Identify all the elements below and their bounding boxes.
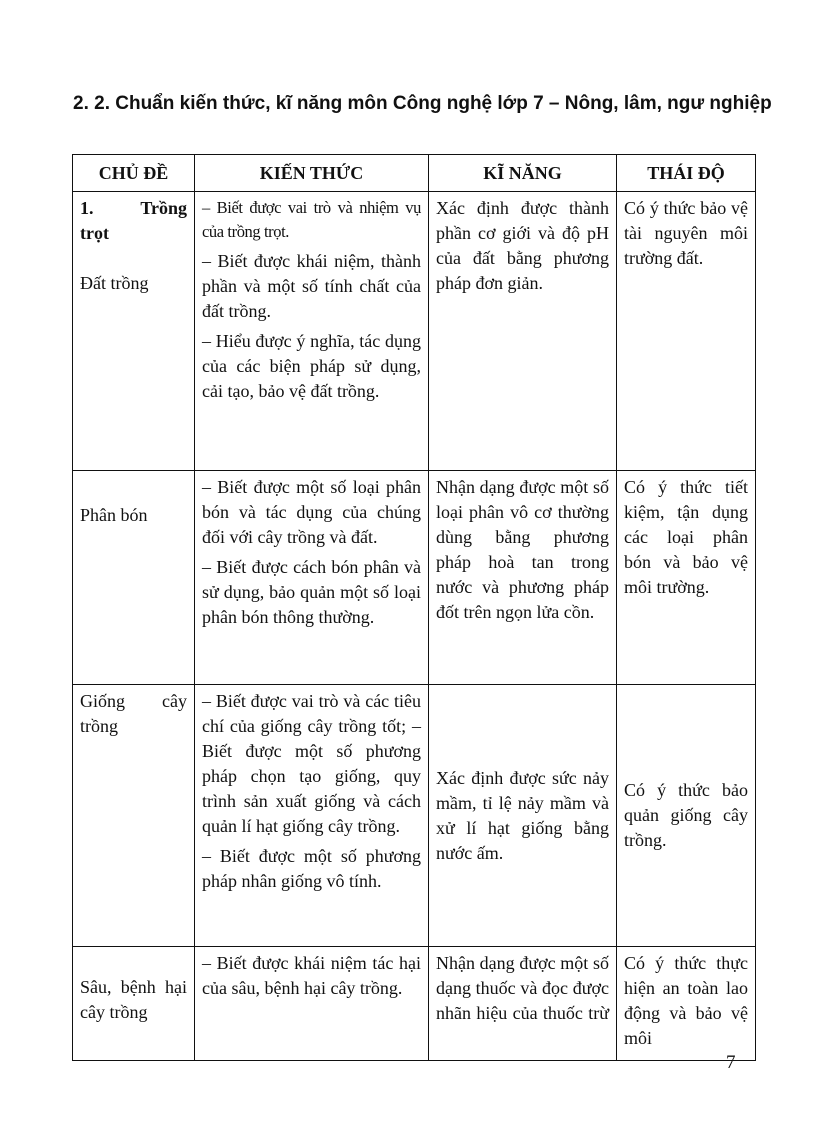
topic-cell [73, 947, 195, 1061]
topic-label: Phân bón [80, 505, 148, 525]
topic-main-label: 1. Trồng [80, 198, 187, 218]
table-row [73, 192, 756, 471]
skill-cell [429, 685, 617, 947]
knowledge-item: – Biết được khái niệm, thành phần và một số tính chất của đất trồng. [202, 251, 421, 321]
topic-label: Sâu, bệnh hại cây trồng [80, 977, 187, 1022]
header-attitude: THÁI ĐỘ [617, 155, 756, 192]
skill-text: Nhận dạng được một số dạng thuốc và đọc được nhãn hiệu của thuốc trừ [436, 953, 609, 1023]
knowledge-item: – Hiểu được ý nghĩa, tác dụng của các biện pháp sử dụng, cải tạo, bảo vệ đất trồng. [202, 331, 421, 401]
skill-text: Nhận dạng được một số loại phân vô cơ thường dùng bằng phương pháp hoà tan trong nước và phương pháp đốt trên ngọn lửa cồn. [436, 477, 609, 622]
topic-cell [73, 685, 195, 947]
knowledge-cell [195, 471, 429, 685]
header-knowledge: KIẾN THỨC [195, 155, 429, 192]
knowledge-item: – Biết được khái niệm tác hại của sâu, bệnh hại cây trồng. [202, 953, 421, 998]
knowledge-item: – Biết được cách bón phân và sử dụng, bảo quản một số loại phân bón thông thường. [202, 557, 421, 627]
attitude-text: Có ý thức tiết kiệm, tận dụng các loại phân bón và bảo vệ môi trường. [624, 477, 748, 597]
attitude-cell [617, 471, 756, 685]
skill-cell [429, 947, 617, 1061]
skill-cell [429, 471, 617, 685]
knowledge-cell [195, 947, 429, 1061]
knowledge-item: – Biết được vai trò và các tiêu chí của giống cây trồng tốt; – Biết được một số phương pháp chọn tạo giống, quy trình sản xuất giống và cách quản lí hạt giống cây trồng. [202, 691, 421, 836]
knowledge-item: – Biết được vai trò và nhiệm vụ của trồng trọt. [202, 198, 421, 241]
attitude-text: Có ý thức bảo quản giống cây trồng. [624, 780, 748, 850]
attitude-cell [617, 192, 756, 471]
section-heading: 2. 2. Chuẩn kiến thức, kĩ năng môn Công nghệ lớp 7 – Nông, lâm, ngư nghiệp [73, 93, 772, 114]
attitude-text: Có ý thức thực hiện an toàn lao động và bảo vệ môi [624, 953, 748, 1048]
topic-main-label-2: trọt [80, 223, 109, 243]
attitude-cell [617, 947, 756, 1061]
table-header-row [73, 155, 756, 192]
attitude-cell [617, 685, 756, 947]
skill-cell [429, 192, 617, 471]
knowledge-cell [195, 685, 429, 947]
header-skill: KĨ NĂNG [429, 155, 617, 192]
knowledge-cell [195, 192, 429, 471]
knowledge-item: – Biết được một số phương pháp nhân giống vô tính. [202, 846, 421, 891]
table-row [73, 685, 756, 947]
topic-cell [73, 192, 195, 471]
standards-table [72, 154, 756, 1061]
skill-text: Xác định được thành phần cơ giới và độ pH của đất bằng phương pháp đơn giản. [436, 198, 609, 293]
attitude-text: Có ý thức bảo vệ tài nguyên môi trường đất. [624, 198, 748, 268]
topic-sub-label: Đất trồng [80, 273, 149, 293]
topic-cell [73, 471, 195, 685]
header-topic: CHỦ ĐỀ [73, 155, 195, 192]
knowledge-item: – Biết được một số loại phân bón và tác dụng của chúng đối với cây trồng và đất. [202, 477, 421, 547]
topic-label: Giống cây trồng [80, 691, 187, 736]
table-row [73, 947, 756, 1061]
page-number: 7 [726, 1052, 736, 1073]
skill-text: Xác định được sức nảy mầm, tỉ lệ nảy mầm và xử lí hạt giống bằng nước ấm. [436, 767, 609, 863]
table-row [73, 471, 756, 685]
